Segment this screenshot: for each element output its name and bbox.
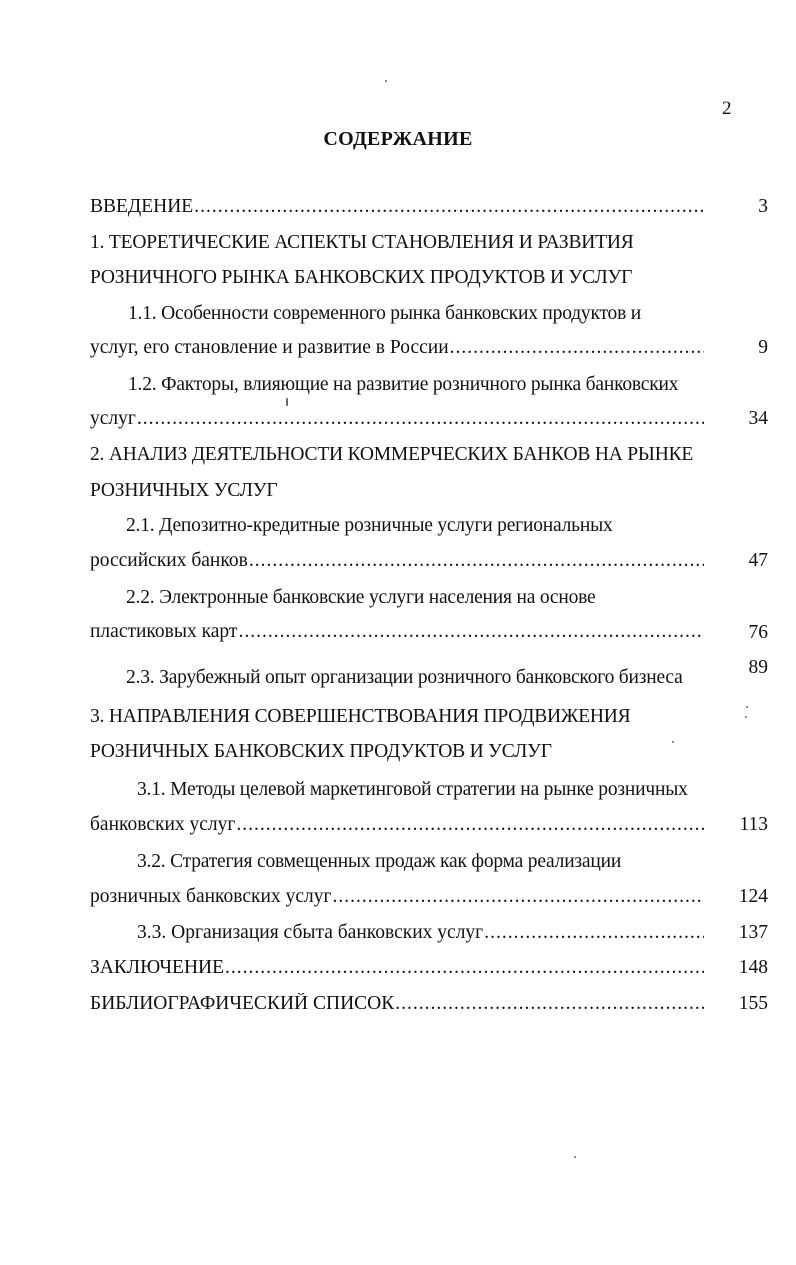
section-heading: 1.2. Факторы, влияющие на развитие розничного рынка банковских	[128, 374, 679, 395]
toc-entry-3-2	[90, 886, 704, 914]
section-heading: 3.1. Методы целевой маркетинговой стратегии на рынке розничных	[137, 779, 688, 800]
toc-entry-2-1	[90, 550, 704, 578]
toc-entry-text: услуг	[90, 408, 136, 429]
section-heading: 2.2. Электронные банковские услуги населения на основе	[126, 587, 596, 608]
toc-entry-text: 3.3. Организация сбыта банковских услуг	[137, 922, 484, 943]
toc-page-number: 137	[738, 922, 768, 943]
chapter-heading: РОЗНИЧНОГО РЫНКА БАНКОВСКИХ ПРОДУКТОВ И УСЛУГ	[90, 267, 633, 288]
chapter-heading: РОЗНИЧНЫХ БАНКОВСКИХ ПРОДУКТОВ И УСЛУГ	[90, 741, 552, 762]
toc-entry-text: ВВЕДЕНИЕ	[90, 196, 194, 217]
dot-leader	[331, 886, 704, 908]
toc-page-number: 155	[738, 993, 768, 1014]
dot-leader	[394, 993, 704, 1015]
toc-entry-3-3	[137, 922, 704, 950]
section-heading: 2.3. Зарубежный опыт организации розничного банковского бизнеса	[126, 667, 683, 688]
dot-leader	[224, 957, 704, 979]
toc-page-number: 76	[748, 622, 768, 643]
scan-speck	[286, 398, 288, 406]
toc-entry-text: пластиковых карт	[90, 621, 238, 642]
toc-entry-text: БИБЛИОГРАФИЧЕСКИЙ СПИСОК	[90, 993, 395, 1014]
section-heading: 3.2. Стратегия совмещенных продаж как форма реализации	[137, 851, 622, 872]
toc-entry-bibliography	[90, 993, 704, 1021]
dot-leader	[449, 337, 704, 359]
chapter-heading: РОЗНИЧНЫХ УСЛУГ	[90, 480, 278, 501]
scan-speck	[746, 706, 748, 708]
page-title: СОДЕРЖАНИЕ	[323, 128, 473, 150]
dot-leader	[136, 408, 704, 430]
toc-entry-conclusion	[90, 957, 704, 985]
scan-speck	[574, 1156, 576, 1158]
toc-page-number: 124	[738, 886, 768, 907]
chapter-heading: 3. НАПРАВЛЕНИЯ СОВЕРШЕНСТВОВАНИЯ ПРОДВИЖЕНИЯ	[90, 706, 631, 727]
toc-entry-text: ЗАКЛЮЧЕНИЕ	[90, 957, 225, 978]
dot-leader	[237, 621, 704, 643]
toc-page-number: 3	[758, 196, 768, 217]
toc-entry-3-1	[90, 814, 704, 842]
chapter-heading: 1. ТЕОРЕТИЧЕСКИЕ АСПЕКТЫ СТАНОВЛЕНИЯ И РАЗВИТИЯ	[90, 232, 634, 253]
toc-page-number: 9	[758, 337, 768, 358]
toc-page-number: 113	[739, 814, 768, 835]
toc-page-number: 89	[748, 657, 768, 678]
dot-leader	[248, 550, 704, 572]
section-heading: 2.1. Депозитно-кредитные розничные услуги региональных	[126, 515, 613, 536]
chapter-heading: 2. АНАЛИЗ ДЕЯТЕЛЬНОСТИ КОММЕРЧЕСКИХ БАНКОВ НА РЫНКЕ	[90, 444, 694, 465]
toc-entry-text: услуг, его становление и развитие в России	[90, 337, 449, 358]
toc-entry-text: банковских услуг	[90, 814, 236, 835]
dot-leader	[483, 922, 704, 944]
dot-leader	[193, 196, 704, 218]
toc-entry-2-2	[90, 621, 704, 649]
dot-leader	[235, 814, 704, 836]
toc-entry-1-2	[90, 408, 704, 436]
toc-page-number: 148	[738, 957, 768, 978]
toc-entry-1-1	[90, 337, 704, 365]
toc-page-number: 47	[748, 550, 768, 571]
section-heading: 1.1. Особенности современного рынка банковских продуктов и	[128, 303, 642, 324]
toc-entry-text: розничных банковских услуг	[90, 886, 332, 907]
toc-page-number: 34	[748, 408, 768, 429]
scan-speck	[672, 741, 674, 743]
scan-speck	[385, 80, 387, 82]
toc-entry-intro	[90, 196, 704, 224]
toc-entry-text: российских банков	[90, 550, 248, 571]
scan-speck	[745, 716, 747, 718]
page-number: 2	[722, 98, 732, 119]
